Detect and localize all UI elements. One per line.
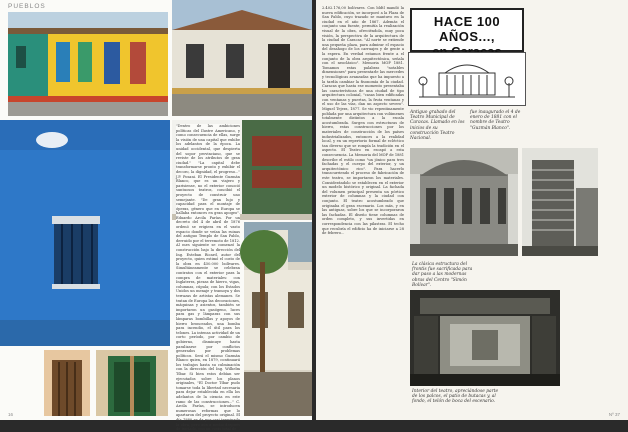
caption-engraving: Antiguo grabado del Teatro Municipal de Caracas. Llamado en los inicios de su construcción Teatro Nacional.	[410, 110, 465, 142]
theatre-interior-image	[410, 290, 560, 386]
left-body-text: "Dentro de las ambiciones políticas del Ilustre Americano, y como consecuencia de ellas, surge la visión de una capital que exhibe los adelantos de la época. La unidad occidental, que despierta del sopor provinciano, que se reviste de los atributos de gran ciudad." "La capital debe transformarse pronto y exhibir el decoro, la dignidad, el progreso..." J.P. Posani. El Presidente Guzmán Blanco, que es un viajero y parisiense, no el exterior conoció suntuosos teatros, concibió el proyecto de construir uno semejante. "De gran lujo y capacidad para el montaje de óperas, género que en Europa se hallaba entonces en gran apogeo". Eduardo Arcila Farías. Por un decreto del 4 de abril de 1876 ordenó se erigiera en el vasto espacio donde se veían las ruinas del antiguo Templo de San Pablo, derruido por el terremoto de 1812. Al mes siguiente se comenzó la construcción bajo la dirección del Ing. Esteban Ricard, autor del proyecto, quien estimó el costo de la obra en 450.000 bolívares. Simultáneamente se celebran contratos con el exterior para la compra de materiales: con Inglaterra, piezas de hierro, vigas, columnas, cúpula; con los Estados Unidos un menaje y tramoya y dos terrazas de artistas alemanes. Se tratan de Europa las decoraciones, máquinas y asientos, también se importaron un gasógeno, luces para gas y lámparas con sus lámparas bombillas y apoyos de hierro bronceados, una bomba para incendio, el útil para los telones. La intensa actividad de un corto período, por cambio de gobierno, disminuye hasta paralizarse por conflictos generados por problemas políticos. Será el mismo Guzmán Blanco quien, en 1879, continuará los trabajos hasta su culminación con la dirección del Ing. Wilhelm Tíbar. Si bien estos debían ser ejecutados sobre los planos originales, "El Doctor Tíbar pudo tomarse toda la libertad necesaria para dejar establecida en ella los adelantos de la ciencia en este ramo de las construcciones..." C. Arcila Farías, se introducen numerosas reformas que lo apartaron del proyecto original. El día 1880 se da por casi terminado la obra, pero aún a medio después de iniciado, con un costo total de...	[176, 124, 240, 432]
theatre-engraving-image	[409, 53, 525, 105]
caption-inauguration: fue inaugurado el 4 de enero de 1881 con el nombre de Teatro "Guzmán Blanco".	[470, 110, 521, 131]
photo-blue-wall	[0, 120, 170, 346]
photo-church-square	[244, 222, 312, 416]
photo-door-brown	[44, 350, 90, 416]
left-page	[0, 0, 312, 432]
photo-white-house	[172, 0, 312, 116]
page-title: HACE 100 AÑOS...,	[433, 14, 501, 44]
photo-colonial-houses	[8, 12, 168, 116]
right-body-text-cont	[566, 290, 622, 410]
church-square-image	[244, 222, 312, 416]
section-label: PUEBLOS	[8, 3, 46, 10]
left-folio: 16	[8, 412, 14, 417]
colonial-houses-image	[8, 12, 168, 116]
right-body-text: 2.402.176,00 bolívares. Con bldtl mandó la nueva edificación, se incorporó a la Plaza de San Pablo, cuyo trazado se mantuvo en la ciudad en el año de 1867. Además el conjunto una fuente, permitía la realización visual de la obra, ofreciéndola, muy poca visión, la perspectiva de la arquitectura de la ciudad de Caracas. "Al norte se extiende una pequeña plaza, para admirar el espacio del desahogo de los carruajes y de gente a la espera. En verdad estamos frente a el conjunto de la obra arquitectónica, señala con el neoclásico". Memoria MOP 1881. Tomamos estas palabras "notables dimensiones" para presentarle las mercedes y tecnológicas avanzadas que ha impuesto a la tardía cambiar la fisonomía de la ciudad. Caracas que hasta ese momento presentaba las características de una ciudad de tipo arquitectura colonial, "casas bien edificadas con ventanas y puertas, la fruta ventanas y el uso de las vías, dan un aspecto severo". Miguel Tejera, 1877. Se vio repentinamente poblada por una arquitectura con volúmenes totalmente distintos a la escala acostumbrada. Surgen con estructuras de hierro, estas construcciones por los materiales de construcción de los países industrializados, entonces a la realidad local, y en un repertorio formal de ecléctico tan diverso que se rompía la tradición en el aspecto. El Teatro en escapó a esta consecuencia. La Memoria del MOP de 1881 describe el estilo como "un jónico para tres fachadas y el cuerpo del exterior, y un arquitectónico rico". Para hacerlo transcurriendo el proceso de fabricación de este teatro, se importaron los materiales. Considerándolo se establecen en el exterior un modelo histórico y original. La fachada del volumen principal presenta un pórtico exterior de columnas y la ciudad con conjunto. El teatro acostumbrado que originaba el gran escenario. Los más, y en las antiguas, sobre los que se incorporaron las fachadas. El diseño tiene columnas de orden completo, y sus invertidas en correspondencia con las pilastras. El techo que recubría el edificio ha de iniciarse a 28 de febrero...	[322, 6, 404, 236]
modern-buildings-image	[522, 148, 598, 256]
right-folio: Nº 37	[608, 412, 620, 417]
white-house-image	[172, 0, 312, 116]
door-green-image	[96, 350, 168, 416]
caption-interior: Interior del teatro, apreciándose parte de los palcos, el patio de butacas y, al fondo, el telón de boca del escenario.	[412, 389, 499, 405]
photo-modern-buildings	[522, 148, 598, 256]
blue-wall-image	[0, 120, 170, 346]
title-box	[410, 8, 524, 52]
photo-theatre-facade	[410, 148, 518, 256]
photo-theatre-interior	[410, 290, 560, 386]
caption-facade: La clásica estructura del frontis fue sacrificada para dar paso a las modernas obras del Centro "Simón Bolívar".	[412, 262, 473, 288]
theatre-facade-image	[410, 148, 518, 256]
door-brown-image	[44, 350, 90, 416]
photo-door-green	[96, 350, 168, 416]
right-page	[316, 0, 628, 420]
engraving-theatre	[408, 52, 526, 106]
